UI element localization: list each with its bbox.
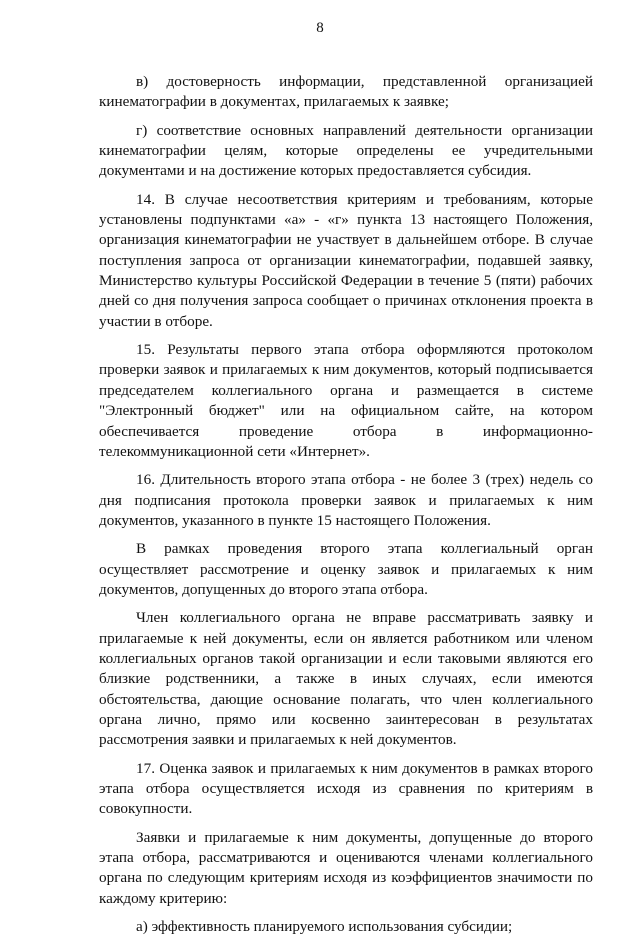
paragraph-second-stage: В рамках проведения второго этапа коллегиальный орган осуществляет рассмотрение и оценку заявок и прилагаемых к ним документов, допущенных до второго этапа отбора.	[99, 540, 593, 598]
paragraph-criterion-v: в) достоверность информации, представленной организацией кинематографии в документах, прилагаемых к заявке;	[99, 73, 593, 111]
paragraph-item-15: 15. Результаты первого этапа отбора оформляются протоколом проверки заявок и прилагаемых к ним документов, который подписывается председателем коллегиального органа и размещается в системе "Электронный бюджет" или на официальном сайте, на котором обеспечивается проведение отбора в информационно-телекоммуникационной сети «Интернет».	[99, 341, 593, 460]
paragraph-item-14: 14. В случае несоответствия критериям и требованиям, которые установлены подпунктами «а» - «г» пункта 13 настоящего Положения, организация кинематографии не участвует в дальнейшем отборе. В случае поступления запроса от организации кинематографии, подавшей заявку, Министерство культуры Российской Федерации в течение 5 (пяти) рабочих дней со дня получения запроса сообщает о причинах отклонения проекта в участии в отборе.	[99, 190, 593, 330]
paragraph-criterion-g: г) соответствие основных направлений деятельности организации кинематографии целям, которые определены ее учредительными документами и на достижение которых предоставляется субсидия.	[99, 121, 593, 180]
paragraph-criterion-a: а) эффективность планируемого использования субсидии;	[136, 918, 513, 936]
paragraph-item-16: 16. Длительность второго этапа отбора - не более 3 (трех) недель со дня подписания протокола проверки заявок и прилагаемых к ним документов, указанного в пункте 15 настоящего Положения.	[99, 471, 593, 529]
page-number: 8	[316, 20, 324, 36]
paragraph-item-17: 17. Оценка заявок и прилагаемых к ним документов в рамках второго этапа отбора осуществляется исходя из сравнения по критериям в совокупности.	[99, 759, 593, 818]
paragraph-evaluation-criteria: Заявки и прилагаемые к ним документы, допущенные до второго этапа отбора, рассматриваются и оцениваются членами коллегиального органа по следующим критериям исходя из коэффициентов значимости по каждому критерию:	[99, 828, 593, 907]
paragraph-conflict-of-interest: Член коллегиального органа не вправе рассматривать заявку и прилагаемые к ней документы, если он является работником или членом коллегиальных органов такой организации и если таковыми являются его близкие родственники, а также в иных случаях, если имеются обстоятельства, дающие основание полагать, что член коллегиального органа лично, прямо или косвенно заинтересован в результатах рассмотрения заявки и прилагаемых к ней документов.	[99, 609, 593, 749]
document-body	[99, 72, 593, 937]
